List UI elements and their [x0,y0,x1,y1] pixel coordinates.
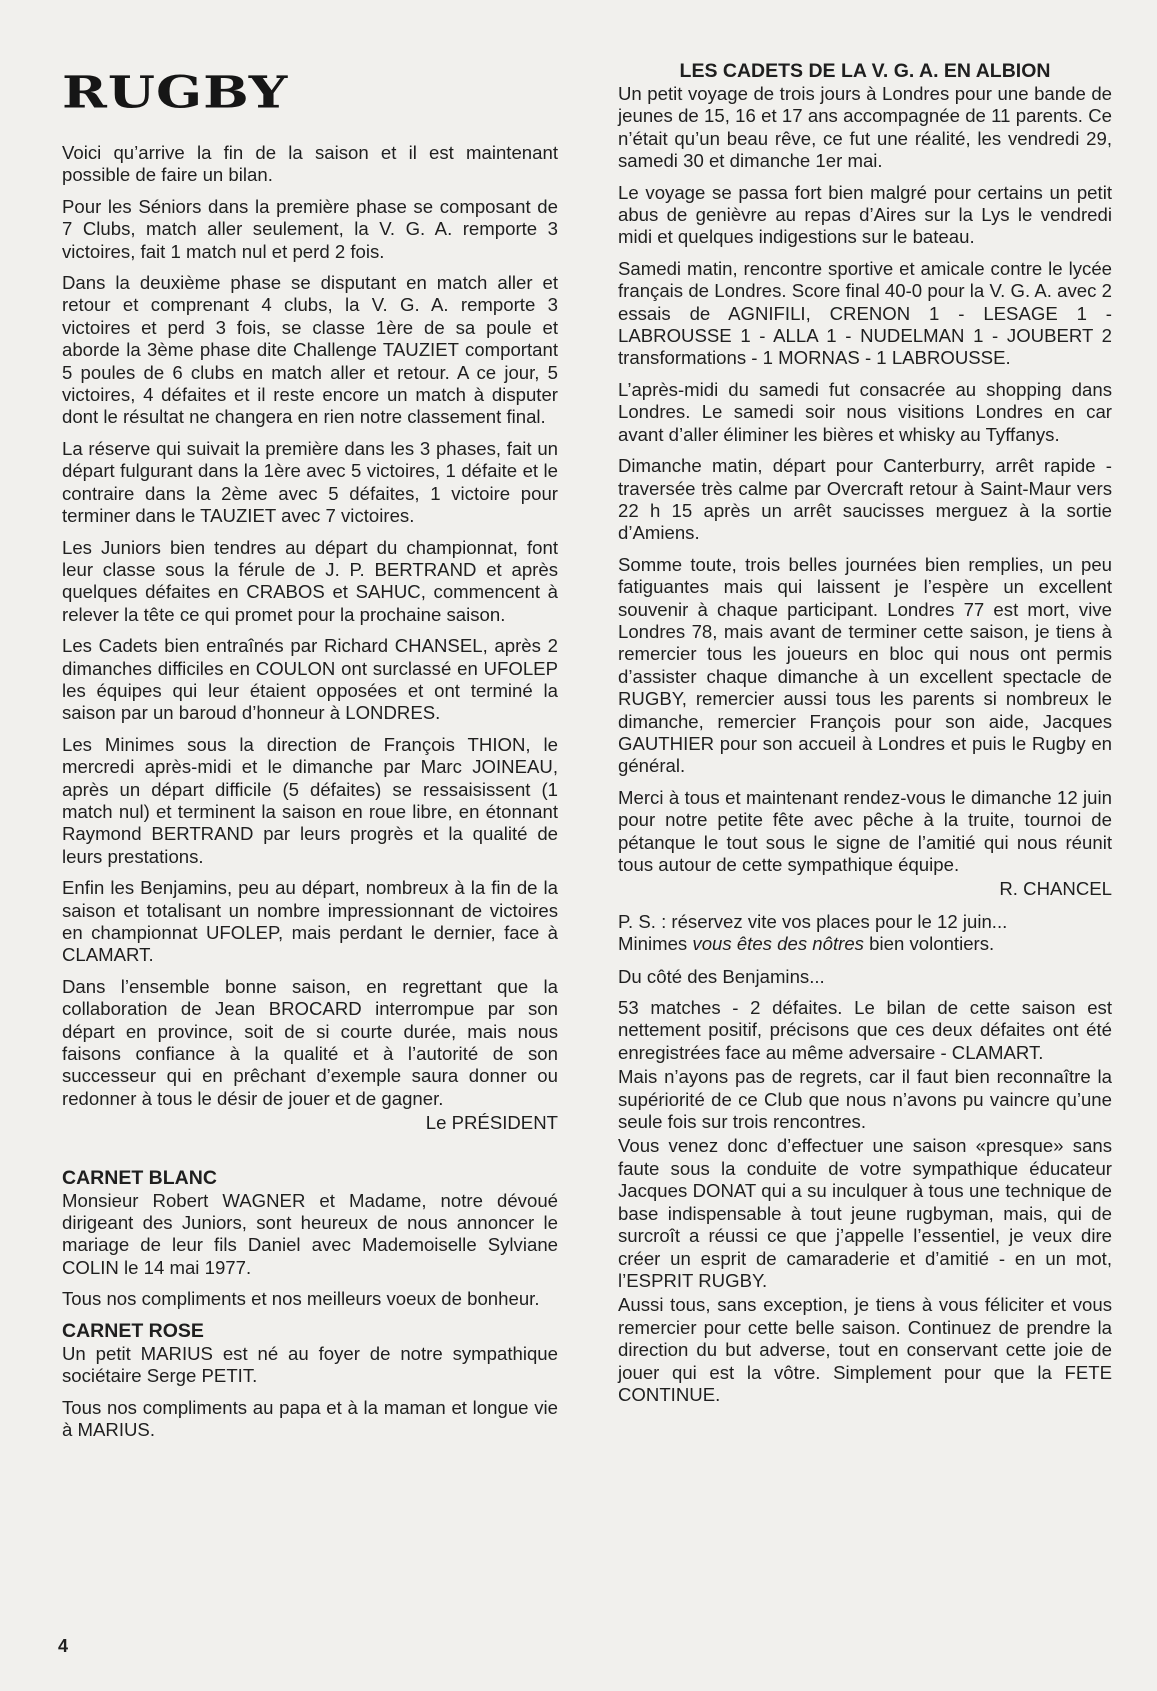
ps-line-2-start: Minimes [618,933,688,955]
page-title: RUGBY [62,65,289,119]
chancel-signature: R. CHANCEL [999,878,1112,900]
page-number: 4 [58,1636,69,1656]
carnet-blanc-paragraph: Monsieur Robert WAGNER et Madame, notre dévoué dirigeant des Juniors, sont heureux de nous annoncer le mariage de leur fils Daniel avec Mademoiselle Sylviane COLIN le 14 mai 1977. [62,1189,558,1278]
juniors-paragraph: Les Juniors bien tendres au départ du championnat, font leur classe sous la férule de J. P. BERTRAND et après quelques défaites en CRABOS et SAHUC, commencent à relever la tête ce qui promet pour la prochaine saison. [62,536,558,625]
benjamins-bilan-paragraph: 53 matches - 2 défaites. Le bilan de cette saison est nettement positif, précisons que ces deux défaites ont été enregistrées face au même adversaire - CLAMART. [618,997,1112,1063]
carnet-rose-paragraph: Un petit MARIUS est né au foyer de notre sympathique sociétaire Serge PETIT. [62,1342,558,1387]
regrets-paragraph: Mais n’ayons pas de regrets, car il faut bien reconnaître la supériorité de ce Club que nous n’avons pu vaincre qu’une seule fois sur trois rencontres. [618,1066,1112,1133]
afternoon-paragraph: L’après-midi du samedi fut consacrée au shopping dans Londres. Le samedi soir nous visitions Londres en car avant d’aller éliminer les bières et whisky au Tyffanys. [618,378,1112,445]
seniors-paragraph: Pour les Séniors dans la première phase se composant de 7 Clubs, match aller seulement, la V. G. A. remporte 3 victoires, fait 1 match nul et perd 2 fois. [62,195,558,262]
president-signature: Le PRÉSIDENT [425,1112,558,1134]
reserve-paragraph: La réserve qui suivait la première dans les 3 phases, fait un départ fulgurant dans la 1ère avec 5 victoires, 1 défaite et le contraire dans la 2ème avec 5 défaites, 1 victoire pour terminer dans le TAUZIET avec 7 victoires. [62,437,558,527]
ps-line-2-italic: vous êtes des nôtres [692,933,864,955]
right-column [618,60,1112,1408]
cadets-albion-heading: LES CADETS DE LA V. G. A. EN ALBION [679,60,1051,82]
ps-line-2-end: bien volontiers. [869,933,995,955]
match-paragraph: Samedi matin, rencontre sportive et amicale contre le lycée français de Londres. Score final 40-0 pour la V. G. A. avec 2 essais de AGNIFILI, CRENON 1 - LESAGE 1 - LABROUSSE 1 - ALLA 1 - NUDELMAN 1 - JOUBERT 2 transformations - 1 MORNAS - 1 LABROUSSE. [618,257,1112,369]
ps-line-1: P. S. : réservez vite vos places pour le 12 juin... [618,910,1008,932]
thanks-paragraph: Merci à tous et maintenant rendez-vous le dimanche 12 juin pour notre petite fête avec pêche à la truite, tournoi de pétanque le tout sous le signe de l’amitié qui nous réunit tous autour de cette sympathique équipe. [618,786,1112,875]
benjamins-intro: Du côté des Benjamins... [618,965,825,987]
compliments-paragraph: Tous nos compliments et nos meilleurs voeux de bonheur. [62,1288,540,1310]
second-phase-paragraph: Dans la deuxième phase se disputant en match aller et retour et comprenant 4 clubs, la V. G. A. remporte 3 victoires et perd 3 fois, se classe 1ère de sa poule et aborde la 3ème phase dite Challenge TAUZIET comportant 5 poules de 6 clubs en match aller et retour. A ce jour, 5 victoires, 4 défaites et il reste encore un match à disputer dont le résultat ne changera en rien notre classement final. [62,272,558,428]
left-column [62,60,558,1450]
felicitations-paragraph: Aussi tous, sans exception, je tiens à vous féliciter et vous remercier pour cette belle saison. Continuez de prendre la direction du but adverse, tout en conservant cette joie de jouer qui est la vôtre. Simplement pour que la FETE CONTINUE. [618,1294,1112,1405]
sunday-paragraph: Dimanche matin, départ pour Canterburry, arrêt rapide - traversée très calme par Overcraft retour à Saint-Maur vers 22 h 15 après un arrêt saucisses merguez à la sortie d’Amiens. [618,455,1112,544]
voyage-paragraph: Le voyage se passa fort bien malgré pour certains un petit abus de genièvre au repas d’Aires sur la Lys le vendredi midi et quelques indigestions sur le bateau. [618,181,1112,248]
cadets-paragraph: Les Cadets bien entraînés par Richard CHANSEL, après 2 dimanches difficiles en COULON ont surclassé en UFOLEP les équipes qui leur étaient opposées et ont terminé la saison par un baroud d’honneur à LONDRES. [62,635,558,724]
carnet-rose-wishes: Tous nos compliments au papa et à la maman et longue vie à MARIUS. [62,1396,558,1440]
conclusion-paragraph: Dans l’ensemble bonne saison, en regrettant que la collaboration de Jean BROCARD interrompue par son départ en province, soit de si courte durée, mais nous faisons confiance à la qualité et à l’autorité de son successeur qui en prêchant d’exemple saura donner ou redonner à tous le désir de jouer et de gagner. [62,975,558,1109]
carnet-blanc-heading: CARNET BLANC [62,1166,217,1189]
ps-paragraph [618,911,1112,956]
benjamins-paragraph: Enfin les Benjamins, peu au départ, nombreux à la fin de la saison et totalisant un nombre impressionnant de victoires en championnat UFOLEP, mais perdant le dernier, face à CLAMART. [62,877,558,966]
carnet-rose-heading: CARNET ROSE [62,1319,204,1342]
summary-paragraph: Somme toute, trois belles journées bien remplies, un peu fatiguantes mais qui laissent je l’espère un excellent souvenir à chaque participant. Londres 77 est mort, vive Londres 78, mais avant de terminer cette saison, je tiens à remercier tous les joueurs en bloc qui nous ont permis d’assister chaque dimanche à un excellent spectacle de RUGBY, remercier aussi tous les parents si nombreux le dimanche, remercier François pour son aide, Jacques GAUTHIER pour son accueil à Londres et puis le Rugby en général. [618,553,1112,777]
minimes-paragraph: Les Minimes sous la direction de François THION, le mercredi après-midi et le dimanche par Marc JOINEAU, après un départ difficile (5 défaites) se ressaisissent (1 match nul) et terminent la saison en roue libre, en étonnant Raymond BERTRAND par leurs progrès et la qualité de leurs prestations. [62,733,558,867]
voyage-intro-paragraph: Un petit voyage de trois jours à Londres pour une bande de jeunes de 15, 16 et 17 ans accompagnée de 11 parents. Ce n’était qu’un beau rêve, ce fut une réalité, les vendredi 29, samedi 30 et dimanche 1er mai. [618,83,1112,172]
saison-paragraph: Vous venez donc d’effectuer une saison «presque» sans faute sous la conduite de votre sympathique éducateur Jacques DONAT qui a su inculquer à tous une technique de base indispensable à tout jeune rugbyman, mais, qui de surcroît a réussi ce que j’appelle l’essentiel, je veux dire créer un esprit de camaraderie et d’amitié - en un mot, l’ESPRIT RUGBY. [618,1135,1112,1291]
intro-paragraph: Voici qu’arrive la fin de la saison et il est maintenant possible de faire un bilan. [62,142,558,186]
